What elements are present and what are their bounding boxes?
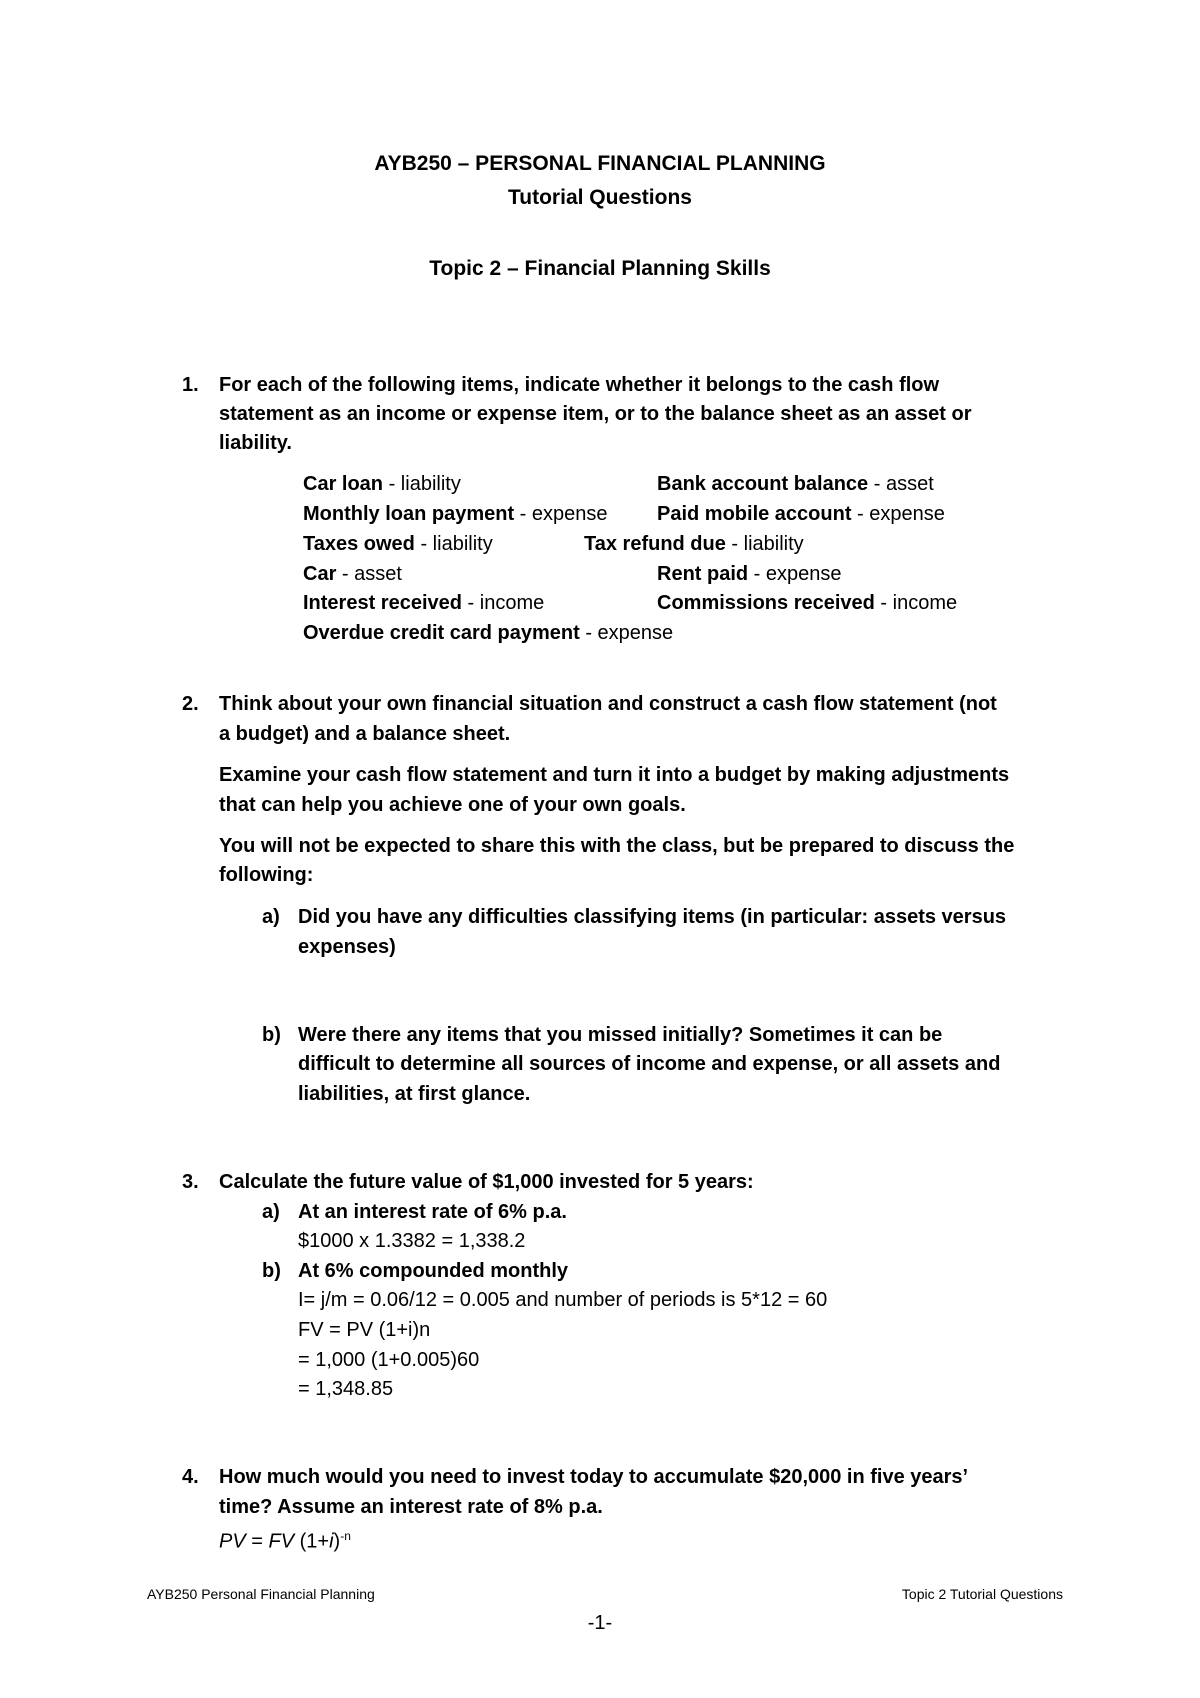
classification-item: Car - asset: [303, 563, 402, 585]
question-text-line: that can help you achieve one of your own goals.: [219, 794, 686, 816]
classification-item: Interest received - income: [303, 592, 545, 614]
classification-item: Tax refund due - liability: [584, 533, 804, 555]
question-text-line: How much would you need to invest today to accumulate $20,000 in five years’: [219, 1466, 969, 1488]
sub-question-label: b): [262, 1260, 281, 1282]
classification-item: Car loan - liability: [303, 473, 461, 495]
sub-question-text: Did you have any difficulties classifying items (in particular: assets versus: [298, 906, 1007, 928]
question-text-line: Calculate the future value of $1,000 invested for 5 years:: [219, 1171, 754, 1193]
footer-topic: Topic 2 Tutorial Questions: [901, 1586, 1063, 1602]
answer-line: I= j/m = 0.06/12 = 0.005 and number of periods is 5*12 = 60: [298, 1289, 828, 1311]
sub-question-text: liabilities, at first glance.: [298, 1083, 531, 1105]
sub-question-text: At an interest rate of 6% p.a.: [298, 1201, 567, 1223]
sub-question-text: At 6% compounded monthly: [298, 1260, 568, 1282]
footer-course: AYB250 Personal Financial Planning: [147, 1586, 375, 1602]
question-text-line: statement as an income or expense item, or to the balance sheet as an asset or: [219, 403, 972, 425]
question-number: 2.: [182, 693, 199, 715]
question-number: 1.: [182, 374, 199, 396]
sub-question-text: Were there any items that you missed initially? Sometimes it can be: [298, 1024, 943, 1046]
classification-item: Overdue credit card payment - expense: [303, 622, 674, 644]
question-text-line: For each of the following items, indicate whether it belongs to the cash flow: [219, 374, 940, 396]
classification-item: Bank account balance - asset: [657, 473, 934, 495]
document-subtitle: Tutorial Questions: [508, 186, 692, 209]
question-text-line: You will not be expected to share this with the class, but be prepared to discuss the: [219, 835, 1015, 857]
question-text-line: Examine your cash flow statement and turn it into a budget by making adjustments: [219, 764, 1010, 786]
question-text-line: time? Assume an interest rate of 8% p.a.: [219, 1496, 603, 1518]
course-title: AYB250 – PERSONAL FINANCIAL PLANNING: [374, 152, 826, 175]
classification-item: Paid mobile account - expense: [657, 503, 945, 525]
answer-line: = 1,000 (1+0.005)60: [298, 1349, 480, 1371]
answer-line: $1000 x 1.3382 = 1,338.2: [298, 1230, 526, 1252]
question-text-line: Think about your own financial situation and construct a cash flow statement (not: [219, 693, 997, 715]
question-number: 4.: [182, 1466, 199, 1488]
question-text-line: following:: [219, 864, 314, 886]
answer-line: = 1,348.85: [298, 1378, 394, 1400]
topic-heading: Topic 2 – Financial Planning Skills: [429, 257, 771, 280]
question-text-line: a budget) and a balance sheet.: [219, 723, 511, 745]
sub-question-label: b): [262, 1024, 281, 1046]
sub-question-text: expenses): [298, 936, 396, 958]
pv-formula: PV = FV $(1+i)^{-n}$: [219, 1529, 351, 1553]
sub-question-label: a): [262, 1201, 280, 1223]
question-text-line: liability.: [219, 432, 292, 454]
page-number: -1-: [587, 1612, 613, 1634]
classification-item: Monthly loan payment - expense: [303, 503, 608, 525]
classification-item: Rent paid - expense: [657, 563, 842, 585]
sub-question-label: a): [262, 906, 280, 928]
answer-line: FV = PV (1+i)n: [298, 1319, 431, 1341]
sub-question-text: difficult to determine all sources of income and expense, or all assets and: [298, 1053, 1001, 1075]
question-number: 3.: [182, 1171, 199, 1193]
classification-item: Taxes owed - liability: [303, 533, 493, 555]
classification-item: Commissions received - income: [657, 592, 958, 614]
